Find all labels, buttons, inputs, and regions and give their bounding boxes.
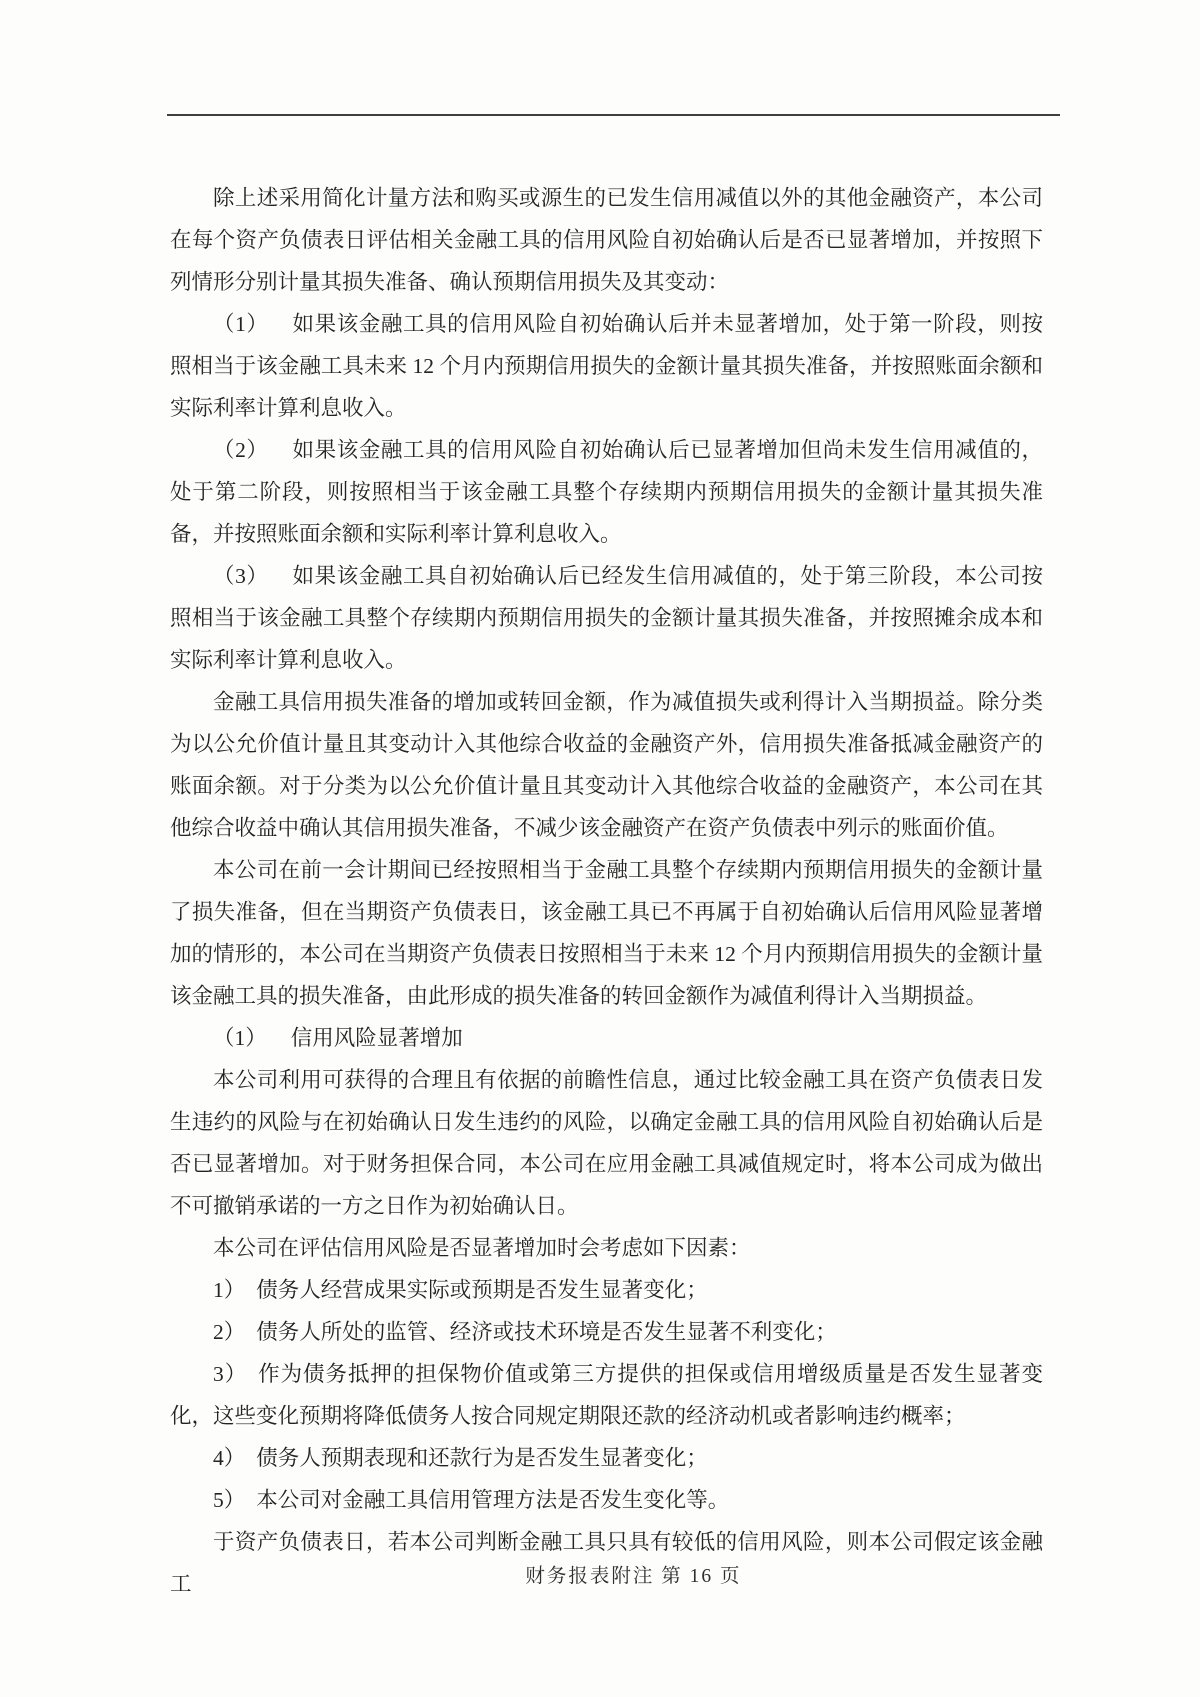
list-item: [170, 1437, 1043, 1479]
paragraph: [170, 681, 1043, 849]
paragraph-text: 本公司利用可获得的合理且有依据的前瞻性信息，通过比较金融工具在资产负债表日发生违约的风险与在初始确认日发生违约的风险，以确定金融工具的信用风险自初始确认后是否已显著增加。对于财务担保合同，本公司在应用金融工具减值规定时，将本公司成为做出不可撤销承诺的一方之日作为初始确认日。: [170, 1068, 1043, 1218]
paragraph: [170, 1227, 1043, 1269]
document-body: [170, 177, 1043, 1605]
list-item-text: 债务人预期表现和还款行为是否发生显著变化；: [256, 1446, 708, 1470]
paragraph-text: 金融工具信用损失准备的增加或转回金额，作为减值损失或利得计入当期损益。除分类为以公允价值计量且其变动计入其他综合收益的金融资产外，信用损失准备抵减金融资产的账面余额。对于分类为以公允价值计量且其变动计入其他综合收益的金融资产，本公司在其他综合收益中确认其信用损失准备，不减少该金融资产在资产负债表中列示的账面价值。: [170, 690, 1043, 840]
numbered-paragraph: [170, 429, 1043, 555]
paragraph: [170, 849, 1043, 1017]
numbered-paragraph: [170, 303, 1043, 429]
paragraph: [170, 1059, 1043, 1227]
footer-text: 财务报表附注 第 16 页: [525, 1566, 742, 1587]
list-marker: 1）: [213, 1278, 246, 1302]
paragraph-text: 如果该金融工具的信用风险自初始确认后并未显著增加，处于第一阶段，则按照相当于该金融工具未来 12 个月内预期信用损失的金额计量其损失准备，并按照账面余额和实际利率计算利息收入。: [170, 312, 1043, 420]
paragraph-text: 如果该金融工具的信用风险自初始确认后已显著增加但尚未发生信用减值的，处于第二阶段，则按照相当于该金融工具整个存续期内预期信用损失的金额计量其损失准备，并按照账面余额和实际利率计算利息收入。: [170, 438, 1043, 546]
list-marker: （1）: [213, 312, 269, 336]
list-item: [170, 1353, 1043, 1437]
page-footer: [197, 1562, 1070, 1592]
list-marker: （2）: [213, 438, 269, 462]
paragraph-text: 于资产负债表日，若本公司判断金融工具只具有较低的信用风险，则本公司假定该金融工: [170, 1530, 1043, 1596]
list-item-text: 作为债务抵押的担保物价值或第三方提供的担保或信用增级质量是否发生显著变化，这些变化预期将降低债务人按合同规定期限还款的经济动机或者影响违约概率；: [170, 1362, 1043, 1428]
heading-text: 信用风险显著增加: [290, 1026, 463, 1050]
list-item-text: 债务人经营成果实际或预期是否发生显著变化；: [256, 1278, 708, 1302]
list-item: [170, 1269, 1043, 1311]
list-marker: 3）: [213, 1362, 248, 1386]
list-marker: 4）: [213, 1446, 246, 1470]
paragraph-text: 本公司在评估信用风险是否显著增加时会考虑如下因素：: [213, 1236, 751, 1260]
paragraph-text: 如果该金融工具自初始确认后已经发生信用减值的，处于第三阶段，本公司按照相当于该金融工具整个存续期内预期信用损失的金额计量其损失准备，并按照摊余成本和实际利率计算利息收入。: [170, 564, 1043, 672]
paragraph: [170, 177, 1043, 303]
list-marker: （3）: [213, 564, 269, 588]
list-marker: （1）: [213, 1026, 267, 1050]
paragraph-text: 本公司在前一会计期间已经按照相当于金融工具整个存续期内预期信用损失的金额计量了损失准备，但在当期资产负债表日，该金融工具已不再属于自初始确认后信用风险显著增加的情形的，本公司在当期资产负债表日按照相当于未来 12 个月内预期信用损失的金额计量该金融工具的损失准备，由此形成的损失准备的转回金额作为减值利得计入当期损益。: [170, 858, 1043, 1008]
list-marker: 5）: [213, 1488, 246, 1512]
list-item-text: 本公司对金融工具信用管理方法是否发生变化等。: [256, 1488, 730, 1512]
header-rule: [167, 114, 1060, 116]
list-item-text: 债务人所处的监管、经济或技术环境是否发生显著不利变化；: [256, 1320, 837, 1344]
list-item: [170, 1311, 1043, 1353]
section-heading: [170, 1017, 1043, 1059]
list-item: [170, 1479, 1043, 1521]
list-marker: 2）: [213, 1320, 246, 1344]
paragraph-text: 除上述采用简化计量方法和购买或源生的已发生信用减值以外的其他金融资产，本公司在每个资产负债表日评估相关金融工具的信用风险自初始确认后是否已显著增加，并按照下列情形分别计量其损失准备、确认预期信用损失及其变动：: [170, 186, 1043, 294]
numbered-paragraph: [170, 555, 1043, 681]
